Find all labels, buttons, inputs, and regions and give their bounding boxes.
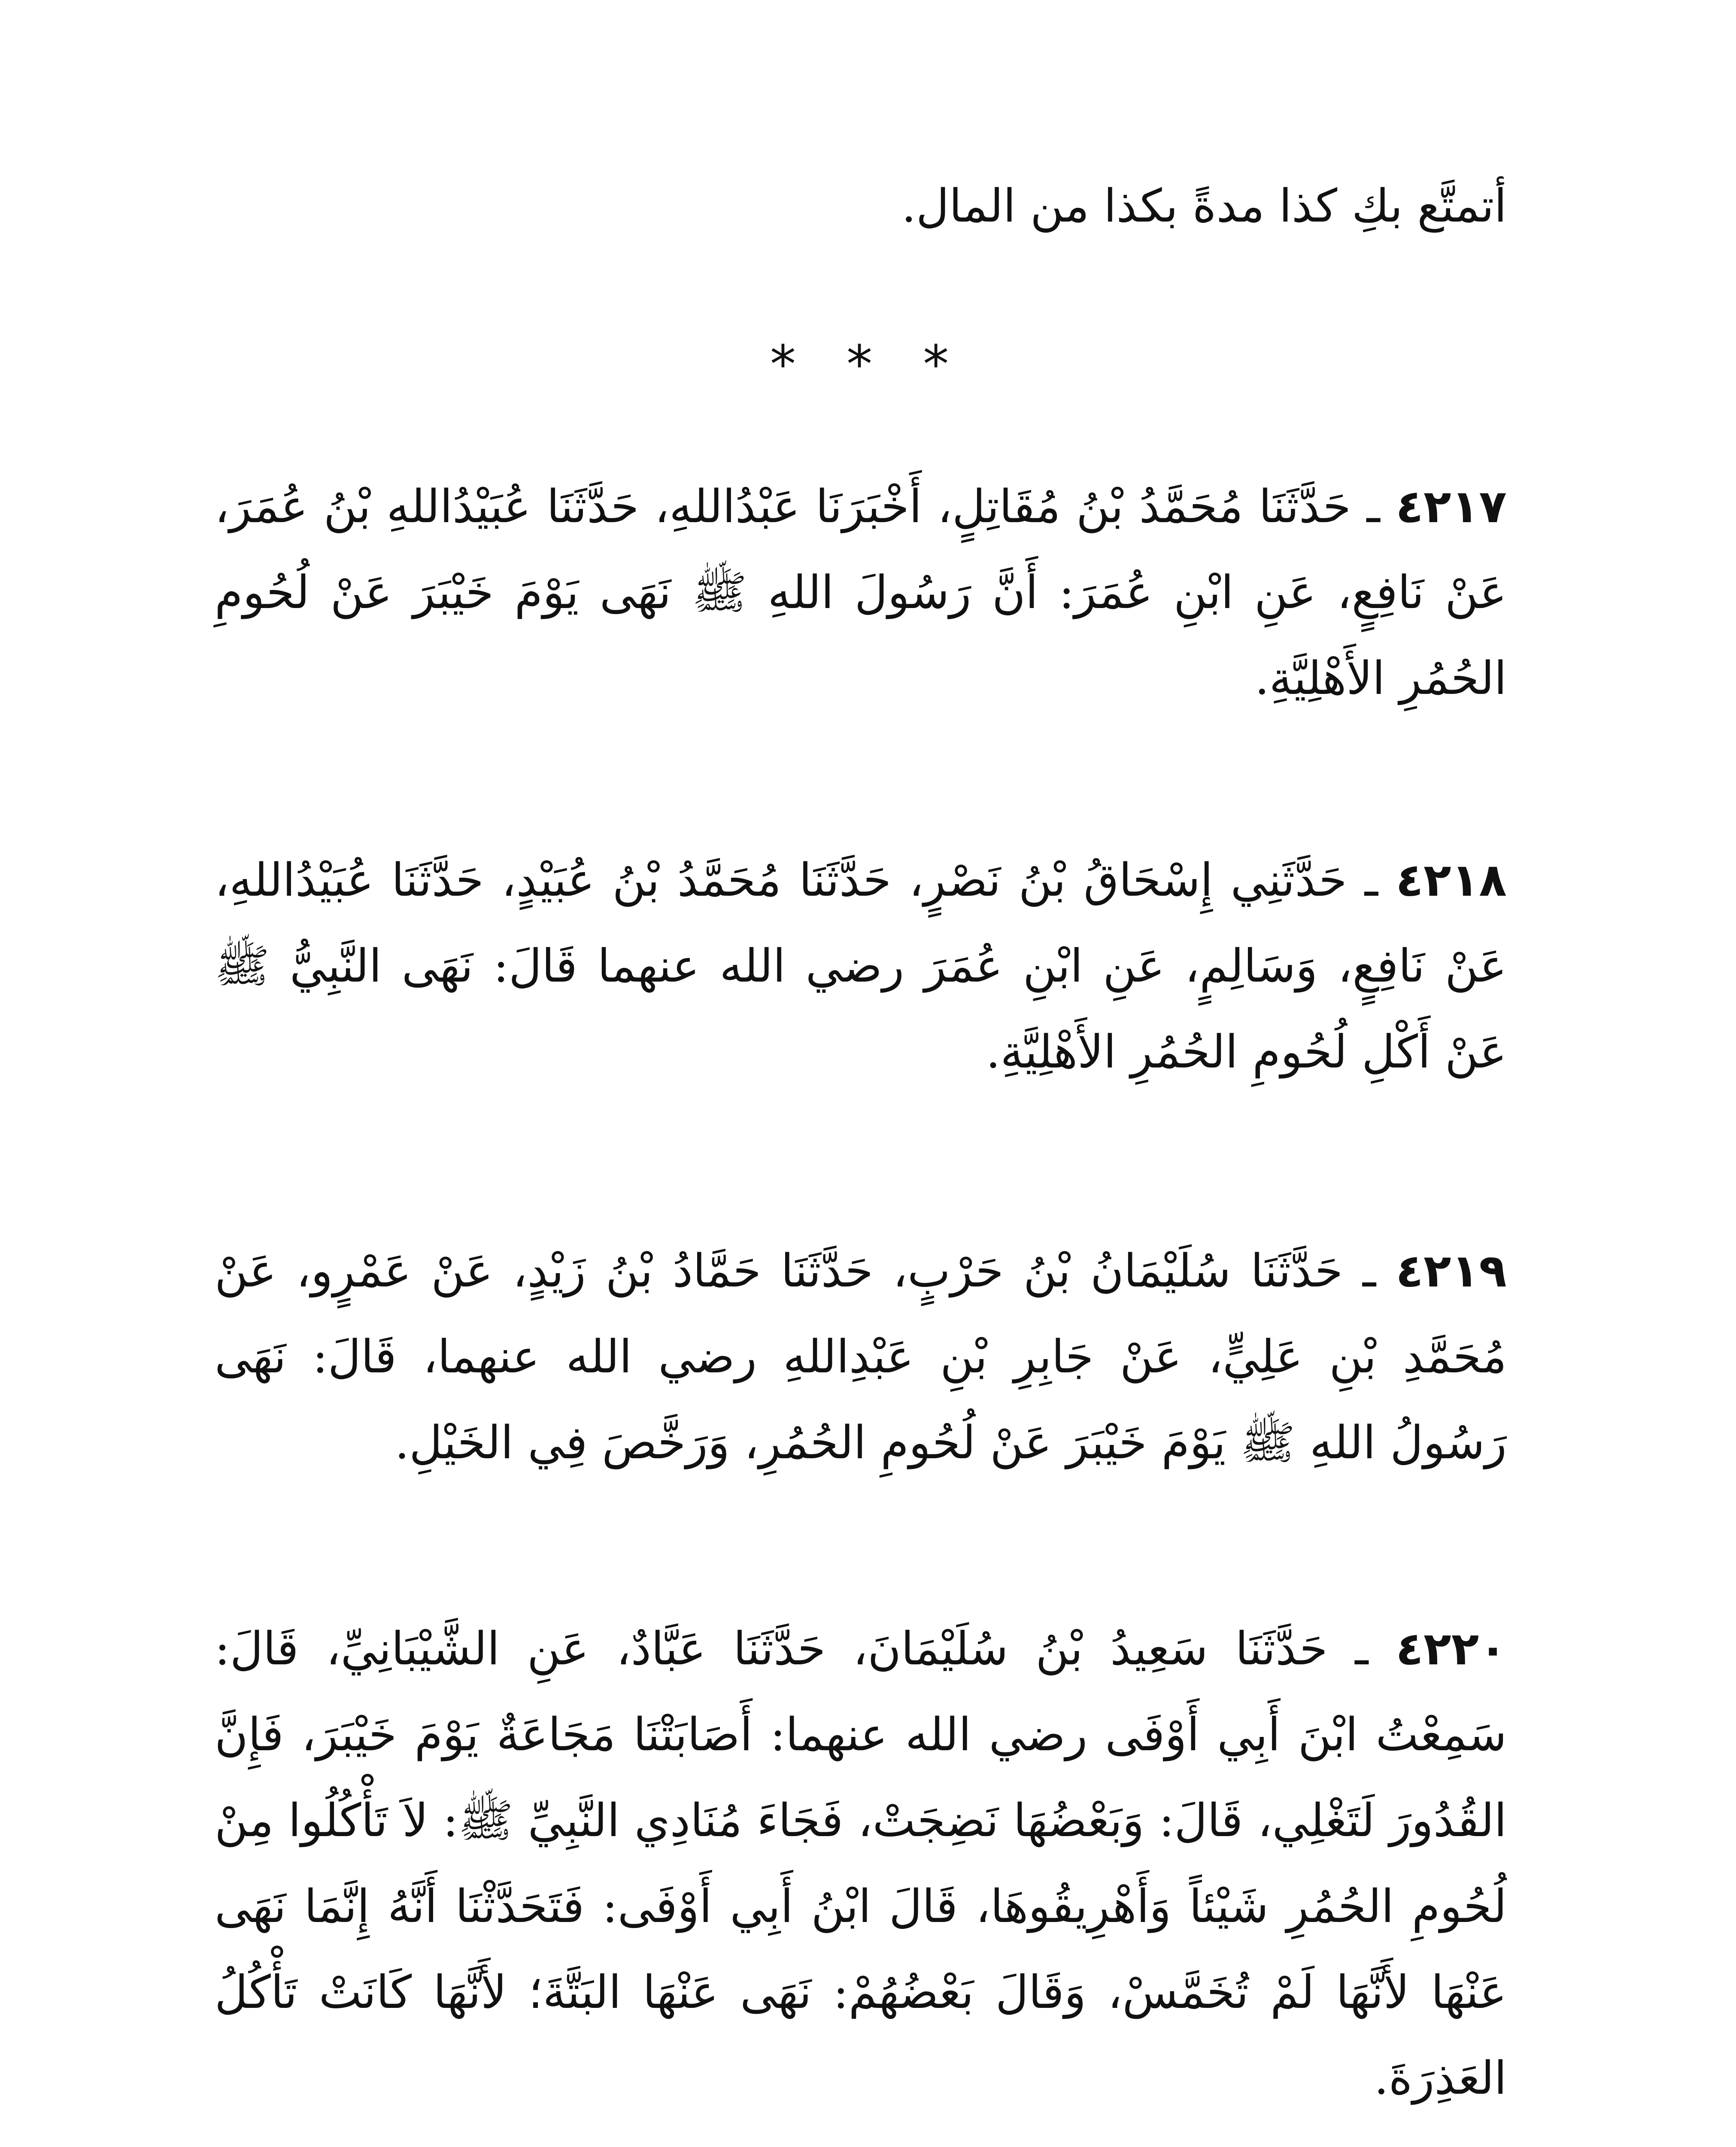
hadith-number: ٤٢٢٠ — [1396, 1622, 1507, 1675]
hadith-paragraph-4219 — [215, 1228, 1507, 1486]
hadith-paragraph-4218 — [215, 837, 1507, 1095]
hadith-text: ـ حَدَّثَنَا مُحَمَّدُ بْنُ مُقَاتِلٍ، أَخْبَرَنَا عَبْدُاللهِ، حَدَّثَنَا عُبَيْدُاللهِ بْنُ عُمَرَ، عَنْ نَافِعٍ، عَنِ ابْنِ عُمَرَ: أَنَّ رَسُولَ اللهِ ﷺ نَهَى يَوْمَ خَيْبَرَ عَنْ لُحُومِ الحُمُرِ الأَهْلِيَّةِ. — [215, 480, 1507, 705]
intro-paragraph — [215, 163, 1507, 249]
hadith-text: ـ حَدَّثَنَا سَعِيدُ بْنُ سُلَيْمَانَ، حَدَّثَنَا عَبَّادٌ، عَنِ الشَّيْبَانِيِّ، قَالَ: سَمِعْتُ ابْنَ أَبِي أَوْفَى رضي الله عنهما: أَصَابَتْنَا مَجَاعَةٌ يَوْمَ خَيْبَرَ، فَإِنَّ القُدُورَ لَتَغْلِي، قَالَ: وَبَعْضُهَا نَضِجَتْ، فَجَاءَ مُنَادِي النَّبِيِّ ﷺ: لاَ تَأْكُلُوا مِنْ لُحُومِ الحُمُرِ شَيْئاً وَأَهْرِيقُوهَا، قَالَ ابْنُ أَبِي أَوْفَى: فَتَحَدَّثْنَا أَنَّهُ إِنَّمَا نَهَى عَنْهَا لأَنَّهَا لَمْ تُخَمَّسْ، وَقَالَ بَعْضُهُمْ: نَهَى عَنْهَا البَتَّةَ؛ لأَنَّهَا كَانَتْ تَأْكُلُ العَذِرَةَ. — [215, 1622, 1507, 2104]
hadith-text: ـ حَدَّثَنِي إِسْحَاقُ بْنُ نَصْرٍ، حَدَّثَنَا مُحَمَّدُ بْنُ عُبَيْدٍ، حَدَّثَنَا عُبَيْدُاللهِ، عَنْ نَافِعٍ، وَسَالِمٍ، عَنِ ابْنِ عُمَرَ رضي الله عنهما قَالَ: نَهَى النَّبِيُّ ﷺ عَنْ أَكْلِ لُحُومِ الحُمُرِ الأَهْلِيَّةِ. — [215, 854, 1507, 1078]
intro-text: أتمتَّع بكِ كذا مدةً بكذا من المال. — [901, 179, 1507, 232]
hadith-number: ٤٢١٩ — [1396, 1244, 1507, 1297]
hadith-paragraph-4220 — [215, 1606, 1507, 2121]
hadith-number: ٤٢١٧ — [1396, 480, 1507, 533]
hadith-number: ٤٢١٨ — [1396, 854, 1507, 906]
hadith-text: ـ حَدَّثَنَا سُلَيْمَانُ بْنُ حَرْبٍ، حَدَّثَنَا حَمَّادُ بْنُ زَيْدٍ، عَنْ عَمْرٍو، عَنْ مُحَمَّدِ بْنِ عَلِيٍّ، عَنْ جَابِرِ بْنِ عَبْدِاللهِ رضي الله عنهما، قَالَ: نَهَى رَسُولُ اللهِ ﷺ يَوْمَ خَيْبَرَ عَنْ لُحُومِ الحُمُرِ، وَرَخَّصَ فِي الخَيْلِ. — [215, 1244, 1507, 1469]
asterisk-separator: * * * — [770, 335, 966, 395]
hadith-paragraph-4217 — [215, 464, 1507, 721]
